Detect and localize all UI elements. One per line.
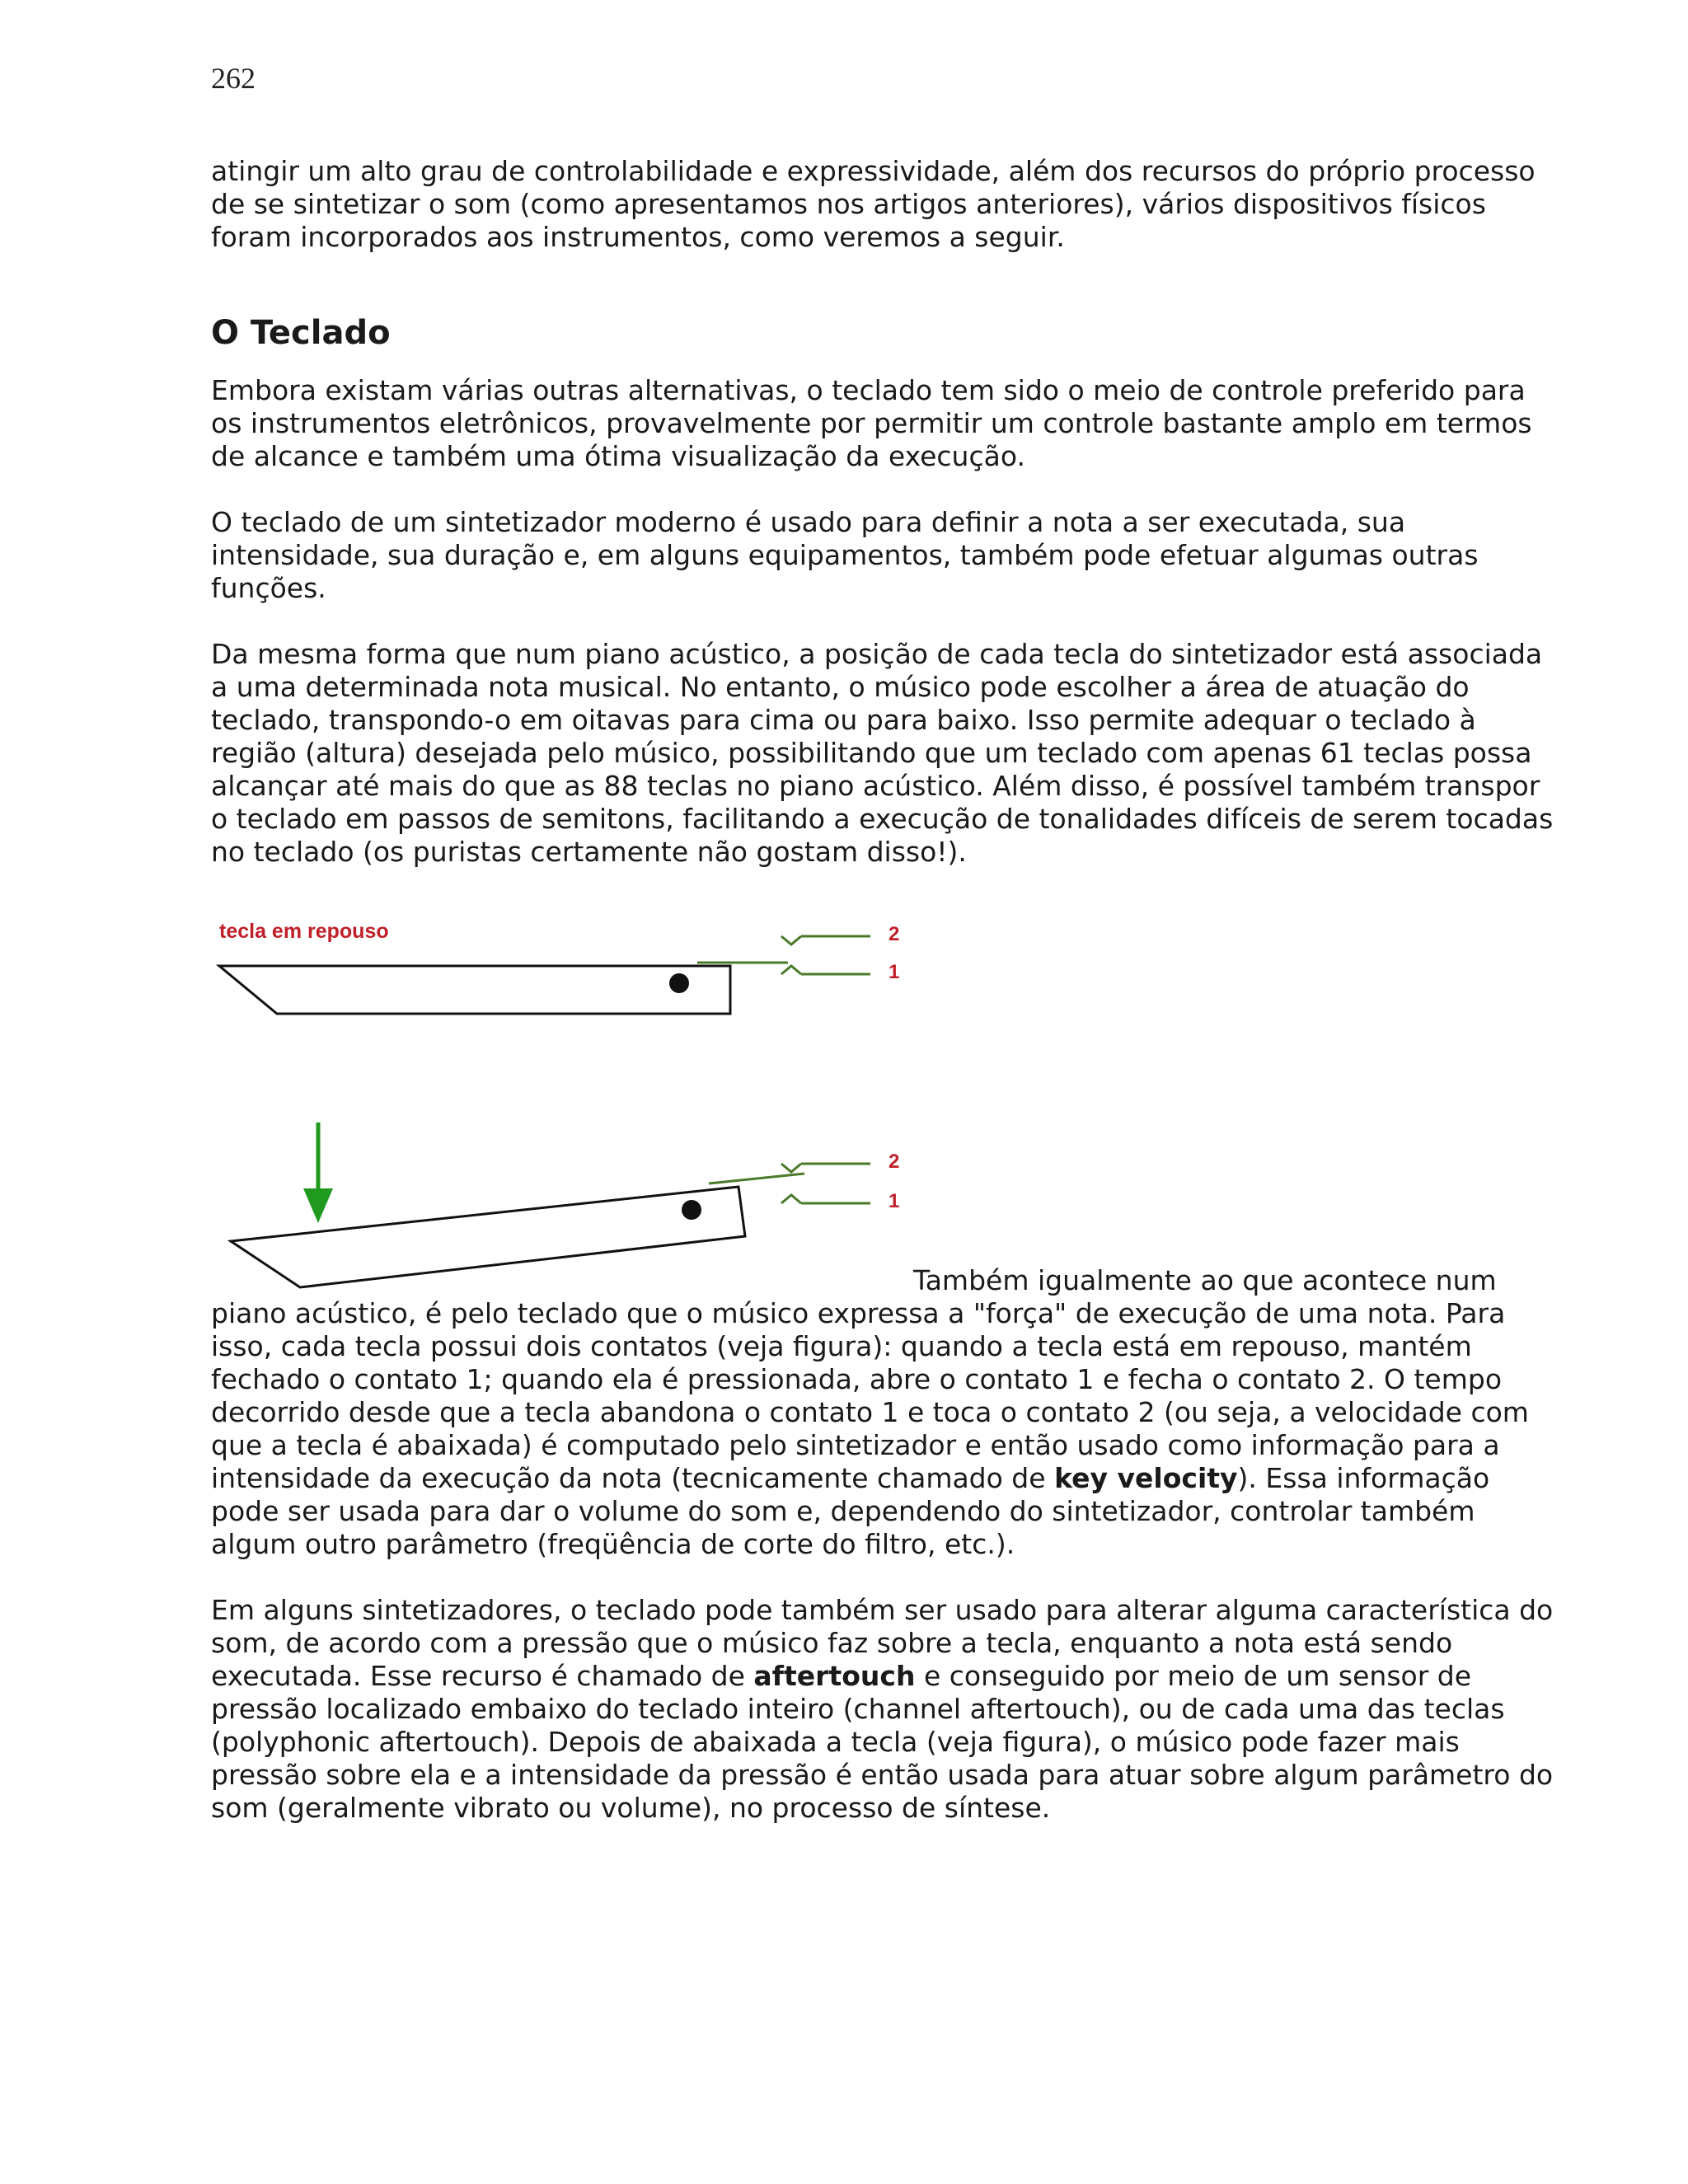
contact-label-1-bottom: 1 [889,1190,900,1212]
key-pressed-pivot-dot [682,1200,701,1220]
contact-1-bottom-spring [781,1195,801,1203]
key-diagram [211,902,920,1297]
intro-paragraph: atingir um alto grau de controlabilidade e expressividade, além dos recursos do próprio processo de se sintetizar o som (como apresentamos nos artigos anteriores), vários dispositivos físicos foram incorporados aos instrumentos, como veremos a seguir. [211,155,1536,253]
contact-label-2-bottom: 2 [889,1151,900,1173]
press-arrow-head [303,1188,333,1223]
contact-2-bottom-spring [781,1164,801,1172]
page-number: 262 [211,62,256,95]
key-pressed-shape [231,1187,745,1287]
velocity-text-a: piano acústico, é pelo teclado que o músico expressa a "força" de execução de uma nota. Para isso, cada tecla possui dois contatos (veja figura): quando a tecla está em repouso, mantém fechado o contato 1; quando ela é pressionada, abre o contato 1 e fecha o contato 2. O tempo decorrido desde que a tecla abandona o contato 1 e toca o contato 2 (ou seja, a velocidade com que a tecla é abaixada) é computado pelo sintetizador e então usado como informação para a intensidade da execução da nota (tecnicamente chamado de [211,1297,1529,1494]
figure-label-rest: tecla em repouso [219,920,389,943]
key-pivot-dot [669,973,689,993]
section-heading: O Teclado [211,314,391,352]
paragraph-transposition: Da mesma forma que num piano acústico, a posição de cada tecla do sintetizador está associada a uma determinada nota musical. No entanto, o músico pode escolher a área de atuação do teclado, transpondo-o em oitavas para cima ou para baixo. Isso permite adequar o teclado à região (altura) desejada pelo músico, possibilitando que um teclado com apenas 61 teclas possa alcançar até mais do que as 88 teclas no piano acústico. Além disso, é possível também transpor o teclado em passos de semitons, facilitando a execução de tonalidades difíceis de serem tocadas no teclado (os puristas certamente não gostam disso!). [211,638,1554,868]
paragraph-velocity-start: Também igualmente ao que acontece num [913,1264,1497,1296]
contact-label-1-top: 1 [889,961,900,983]
paragraph-keyboard-intro: Embora existam várias outras alternativas, o teclado tem sido o meio de controle preferido para os instrumentos eletrônicos, provavelmente por permitir um controle bastante amplo em termos de alcance e também uma ótima visualização da execução. [211,374,1532,472]
key-velocity-term: key velocity [1054,1462,1238,1494]
figure-row [211,902,1563,1297]
key-at-rest-shape [219,966,730,1014]
aftertouch-text-a: Em alguns sintetizadores, o teclado pode também ser usado para alterar alguma característica do som, de acordo com a pressão que o músico faz sobre a tecla, enquanto a nota está sendo executada. Esse recurso é chamado de [211,1594,1554,1692]
key-lever-pressed [709,1174,804,1183]
aftertouch-term: aftertouch [753,1660,916,1692]
paragraph-aftertouch [211,1594,1563,1825]
key-contact-figure [211,902,920,1297]
page-content [211,155,1563,1825]
contact-1-top-spring [781,966,801,974]
velocity-text-b: ). Essa informação pode ser usada para dar o volume do som e, dependendo do sintetizador, controlar também algum outro parâmetro (freqüência de corte do filtro, etc.). [211,1462,1490,1560]
paragraph-keyboard-functions: O teclado de um sintetizador moderno é usado para definir a nota a ser executada, sua intensidade, sua duração e, em alguns equipamentos, também pode efetuar algumas outras funções. [211,506,1479,604]
aftertouch-text-b: e conseguido por meio de um sensor de pressão localizado embaixo do teclado inteiro (channel aftertouch), ou de cada uma das teclas (polyphonic aftertouch). Depois de abaixada a tecla (veja figura), o músico pode fazer mais pressão sobre ela e a intensidade da pressão é então usada para atuar sobre algum parâmetro do som (geralmente vibrato ou volume), no processo de síntese. [211,1660,1554,1824]
contact-label-2-top: 2 [889,923,900,945]
paragraph-velocity [211,1297,1563,1561]
contact-2-top-spring [781,936,801,944]
